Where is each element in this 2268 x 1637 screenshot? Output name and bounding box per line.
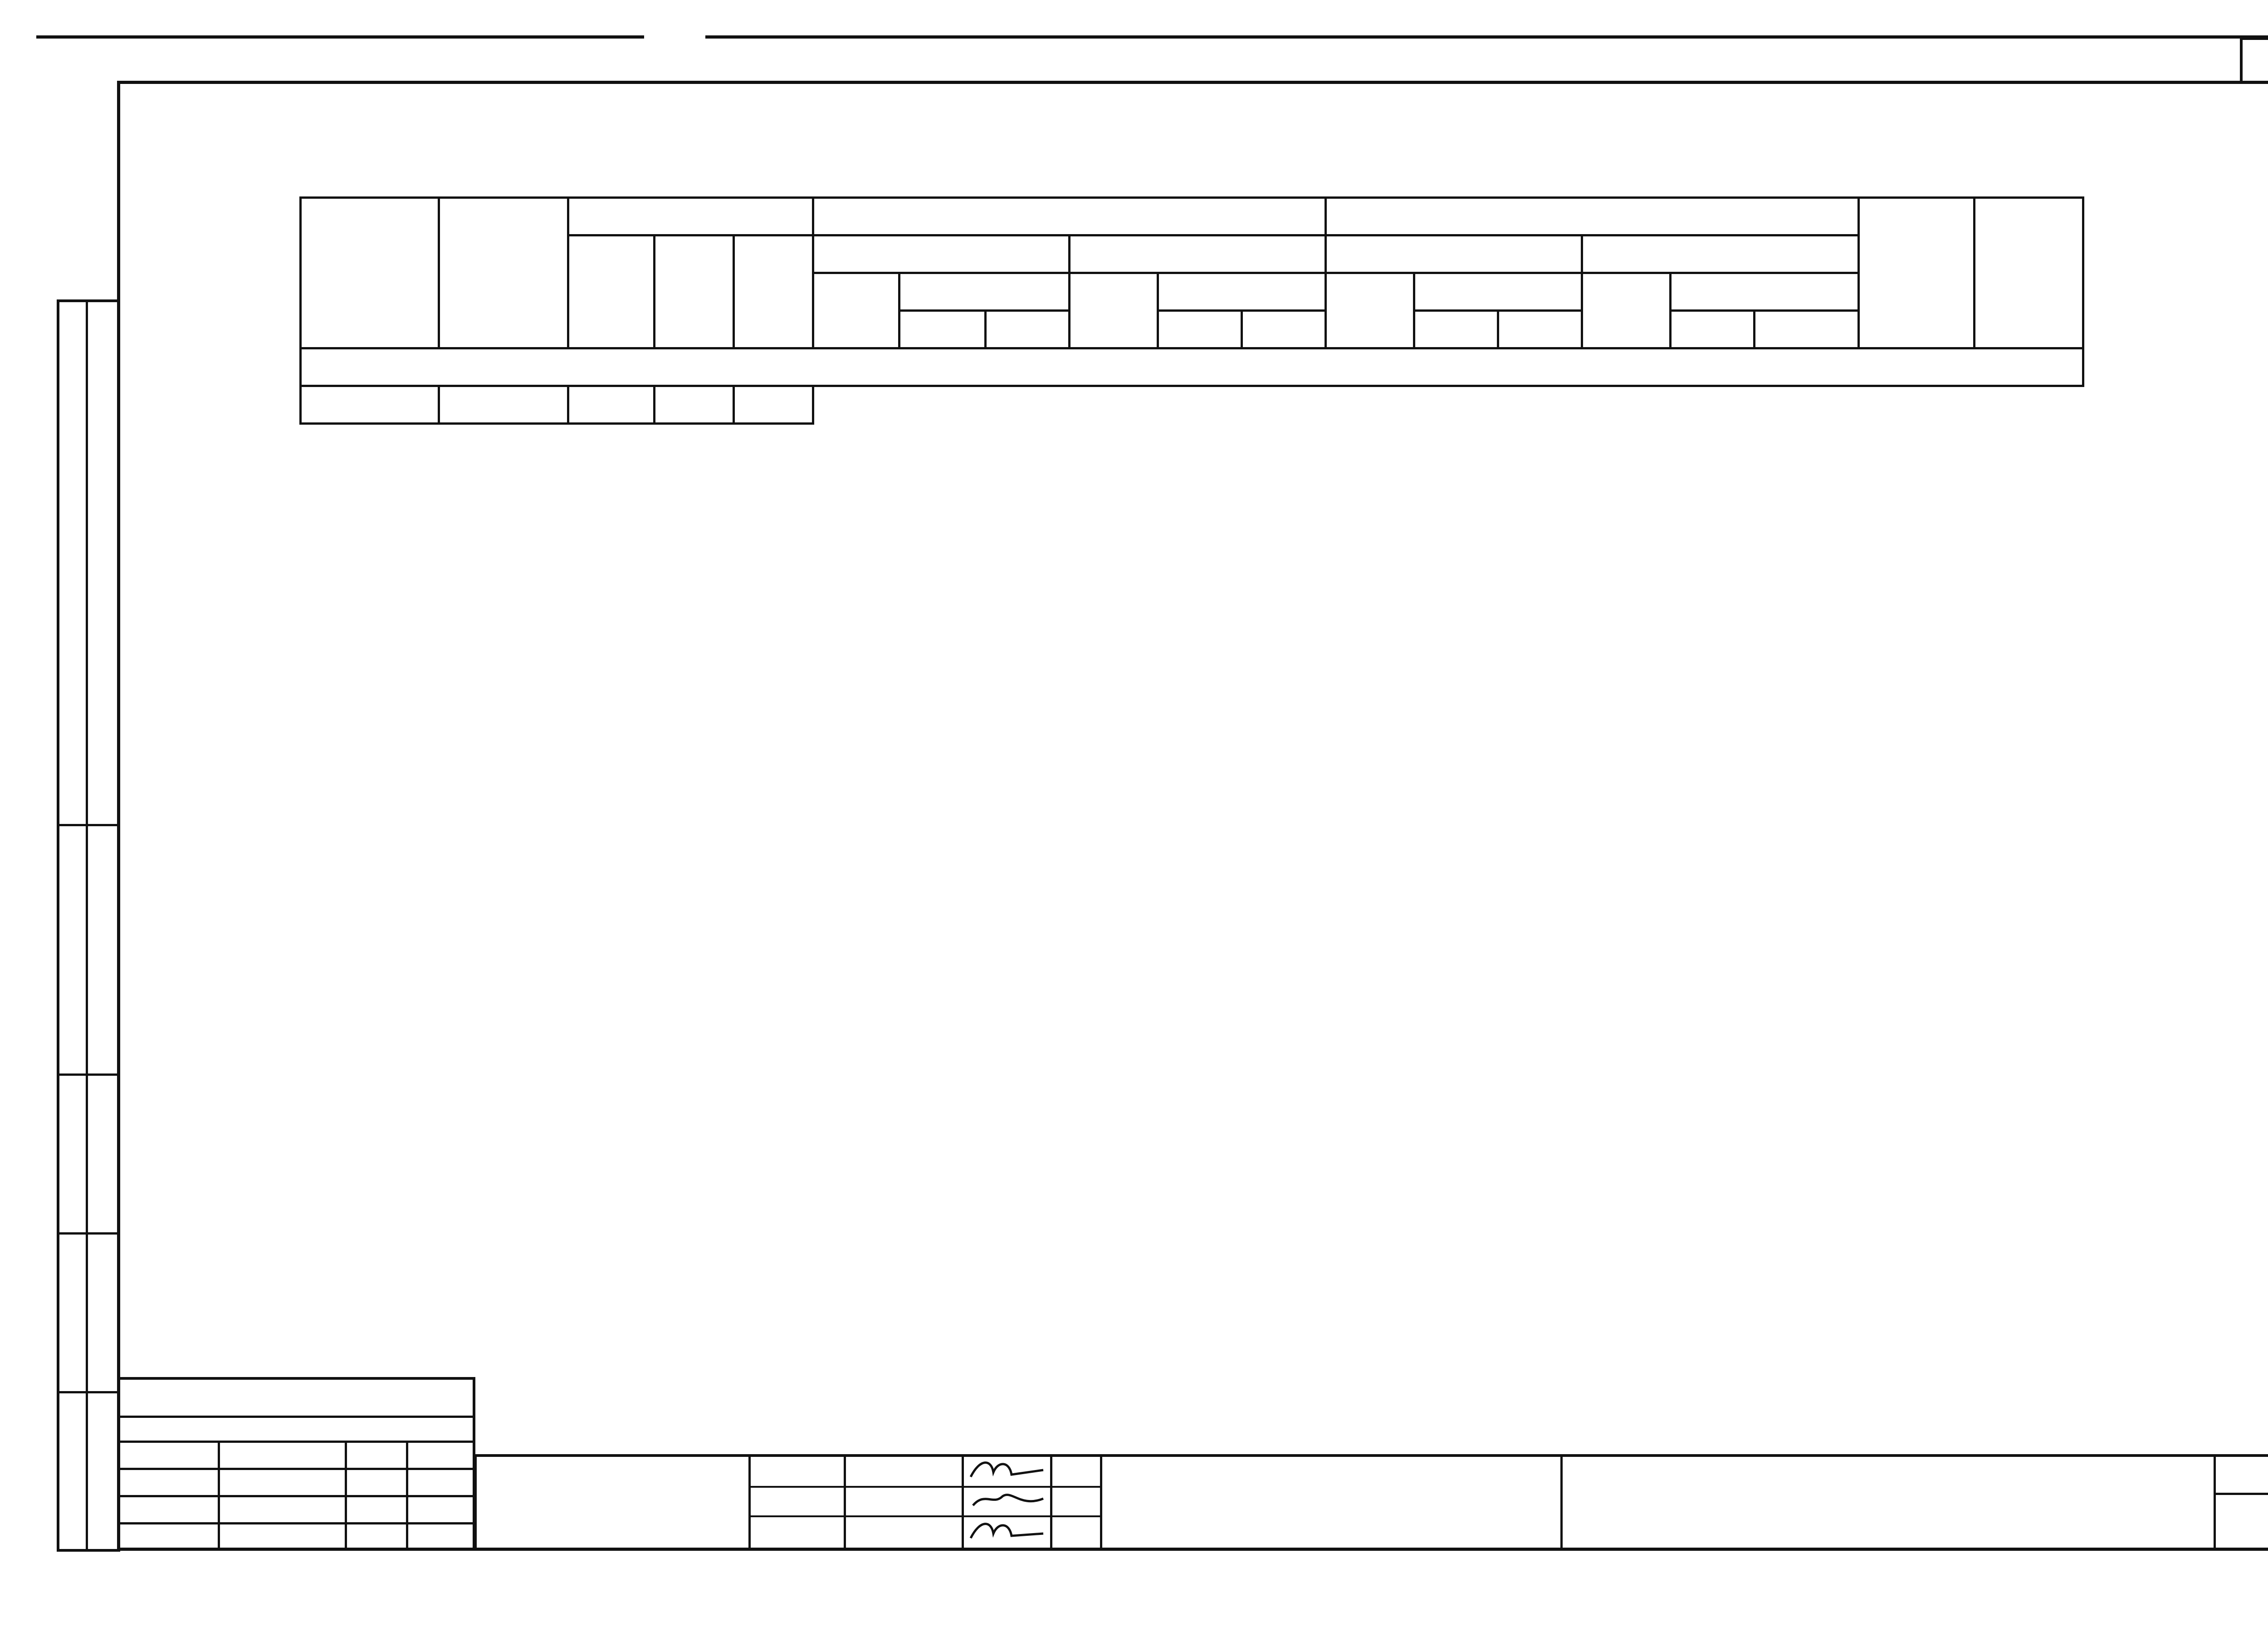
dim-b (734, 386, 813, 424)
left-stamp-column (57, 299, 120, 1552)
top-rule-right (705, 35, 2268, 39)
header-variant1 (813, 198, 1326, 235)
dim-l (655, 386, 734, 424)
header-gabarity (568, 198, 813, 235)
section-doors (301, 348, 2083, 386)
title-block-main (474, 1454, 2268, 1551)
header-gost (1859, 198, 1975, 348)
header-floor-2-9 (1242, 311, 1326, 348)
table-row (301, 348, 2083, 386)
header-floor-2-9 (986, 311, 1070, 348)
signature-1 (966, 1456, 1048, 1484)
header-total (813, 273, 899, 348)
header-floor-1 (1158, 311, 1242, 348)
header-main-scheme-1 (813, 235, 1070, 273)
header-variant2 (1326, 198, 1859, 235)
dim-h (568, 386, 655, 424)
header-floor-1 (1671, 311, 1755, 348)
header-floors (1158, 273, 1326, 311)
header-height (568, 235, 655, 348)
header-floor-2-9 (1498, 311, 1582, 348)
header-total (1582, 273, 1671, 348)
header-total (1326, 273, 1414, 348)
header-floors (1414, 273, 1582, 311)
header-floor-1 (899, 311, 986, 348)
group-blank (301, 386, 439, 424)
header-alt-scheme-2 (1582, 235, 1859, 273)
header-floor-2-9 (1755, 311, 1859, 348)
door-mark (439, 386, 568, 424)
privyazan-block (117, 1377, 475, 1551)
header-name (301, 198, 439, 348)
signature-3 (966, 1518, 1048, 1545)
header-thick (734, 235, 813, 348)
header-series (1975, 198, 2083, 348)
signature-2 (966, 1487, 1048, 1514)
header-main-scheme-2 (1326, 235, 1582, 273)
header-mark (439, 198, 568, 348)
header-floors (899, 273, 1070, 311)
top-rule-left (36, 35, 644, 39)
header-floor-1 (1414, 311, 1498, 348)
header-width (655, 235, 734, 348)
header-floors (1671, 273, 1859, 311)
header-alt-scheme-1 (1070, 235, 1326, 273)
table-row (301, 386, 2083, 424)
specification-table (299, 196, 2084, 425)
page-number-top (2240, 37, 2268, 83)
header-total (1070, 273, 1158, 348)
